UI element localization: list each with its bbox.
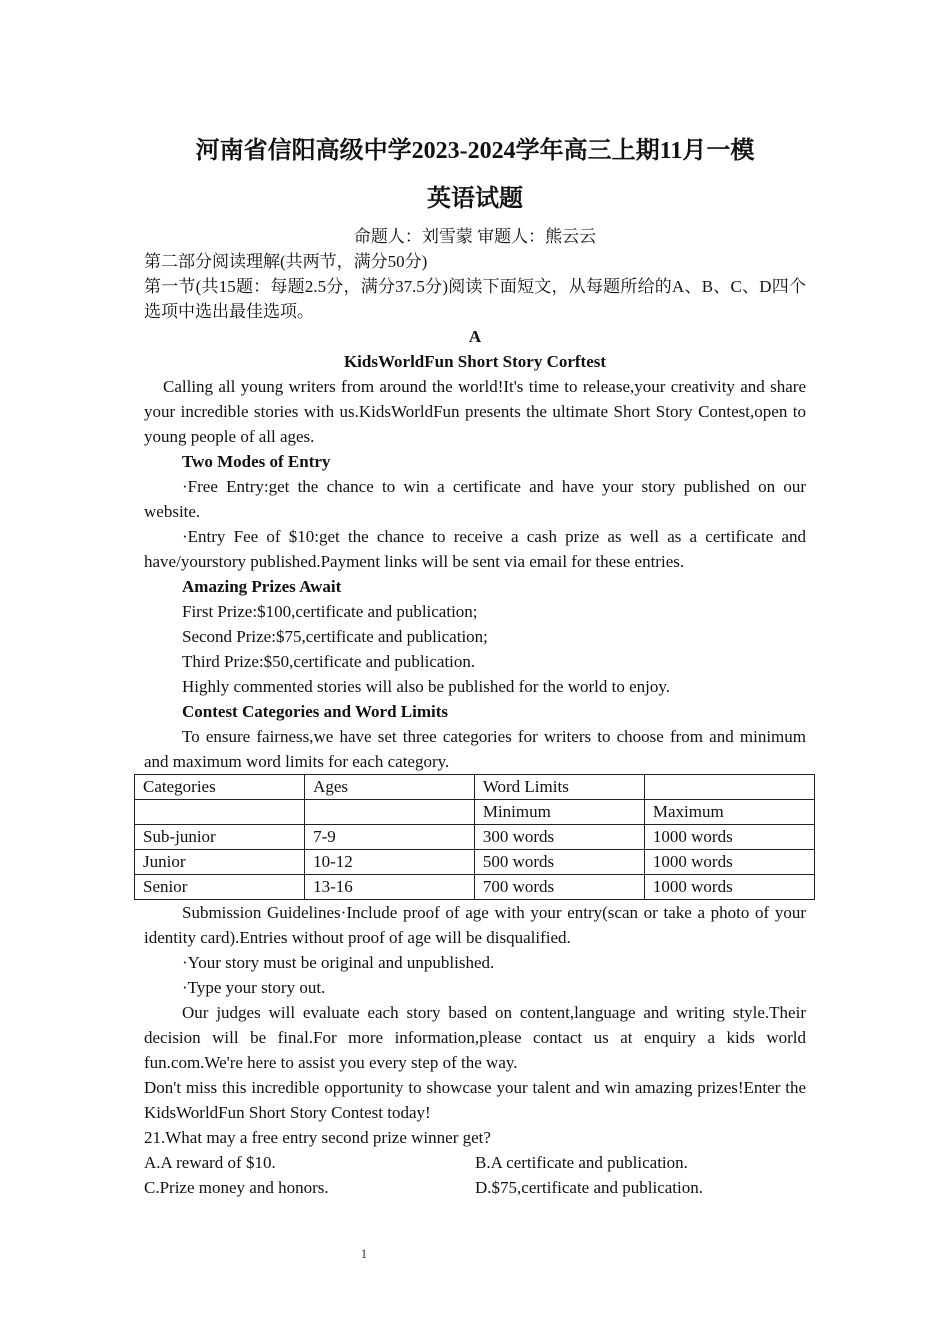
prize-second: Second Prize:$75,certificate and publication; bbox=[182, 627, 488, 646]
categories-heading: Contest Categories and Word Limits bbox=[182, 702, 449, 721]
table-cell: 10-12 bbox=[305, 850, 475, 875]
table-header-row bbox=[135, 775, 815, 800]
table-cell bbox=[644, 775, 814, 800]
table-cell: 300 words bbox=[474, 825, 644, 850]
exam-subtitle: 英语试题 bbox=[427, 186, 523, 212]
prize-commended: Highly commented stories will also be published for the world to enjoy. bbox=[182, 677, 671, 696]
table-row bbox=[135, 825, 815, 850]
question-21: 21.What may a free entry second prize winner get? bbox=[144, 1128, 491, 1147]
table-cell: 1000 words bbox=[644, 825, 814, 850]
guideline-type: ·Type your story out. bbox=[182, 978, 326, 997]
table-cell: Ages bbox=[305, 775, 475, 800]
option-c: C.Prize money and honors. bbox=[144, 1178, 329, 1197]
table-row bbox=[135, 875, 815, 900]
guideline-original: ·Your story must be original and unpublished. bbox=[182, 953, 495, 972]
prize-first: First Prize:$100,certificate and publication; bbox=[182, 602, 478, 621]
prize-third: Third Prize:$50,certificate and publication. bbox=[182, 652, 476, 671]
table-cell bbox=[305, 800, 475, 825]
categories-intro: To ensure fairness,we have set three categories for writers to choose from and minimum and maximum word limits for each category. bbox=[144, 727, 806, 771]
options-row-1 bbox=[144, 1150, 806, 1175]
passage-letter: A bbox=[468, 327, 482, 346]
table-cell: Senior bbox=[135, 875, 305, 900]
table-cell: 700 words bbox=[474, 875, 644, 900]
options-row-2 bbox=[144, 1175, 806, 1200]
table-row bbox=[135, 850, 815, 875]
table-cell: Maximum bbox=[644, 800, 814, 825]
entry-heading: Two Modes of Entry bbox=[182, 452, 331, 471]
table-cell: 1000 words bbox=[644, 875, 814, 900]
passage-title: KidsWorldFun Short Story Corftest bbox=[343, 352, 607, 371]
part-heading: 第二部分阅读理解(共两节，满分50分) bbox=[144, 252, 428, 271]
option-a: A.A reward of $10. bbox=[144, 1153, 276, 1172]
page-content bbox=[144, 132, 806, 1200]
entry-fee: ·Entry Fee of $10:get the chance to receive a cash prize as well as a certificate and have/yourstory published.Payment links will be sent via email for these entries. bbox=[144, 527, 806, 571]
table-cell: 1000 words bbox=[644, 850, 814, 875]
authors-line: 命题人：刘雪蒙 审题人：熊云云 bbox=[353, 227, 597, 246]
intro-paragraph: Calling all young writers from around the world!It's time to release,your creativity and share your incredible stories with us.KidsWorldFun presents the ultimate Short Story Contest,open to young people of all ages. bbox=[144, 377, 806, 446]
table-cell: Categories bbox=[135, 775, 305, 800]
table-cell: 7-9 bbox=[305, 825, 475, 850]
table-cell: Sub-junior bbox=[135, 825, 305, 850]
table-subheader-row bbox=[135, 800, 815, 825]
table-cell: Minimum bbox=[474, 800, 644, 825]
table-cell bbox=[135, 800, 305, 825]
closing-paragraph: Don't miss this incredible opportunity to showcase your talent and win amazing prizes!Enter the KidsWorldFun Short Story Contest today! bbox=[144, 1078, 806, 1122]
table-cell: Junior bbox=[135, 850, 305, 875]
judges-paragraph: Our judges will evaluate each story based on content,language and writing style.Their decision will be final.For more information,please contact us at enquiry a kids world fun.com.We're here to assist you every step of the way. bbox=[144, 1003, 806, 1072]
prizes-heading: Amazing Prizes Await bbox=[182, 577, 342, 596]
table-cell: Word Limits bbox=[474, 775, 644, 800]
entry-free: ·Free Entry:get the chance to win a certificate and have your story published on our website. bbox=[144, 477, 806, 521]
exam-title: 河南省信阳高级中学2023-2024学年高三上期11月一模 bbox=[195, 138, 755, 164]
page-number: 1 bbox=[360, 1246, 368, 1261]
table-cell: 500 words bbox=[474, 850, 644, 875]
guidelines-paragraph: Submission Guidelines·Include proof of age with your entry(scan or take a photo of your identity card).Entries without proof of age will be disqualified. bbox=[144, 903, 806, 947]
section-instructions: 第一节(共15题：每题2.5分，满分37.5分)阅读下面短文，从每题所给的A、B、C、D四个选项中选出最佳选项。 bbox=[144, 277, 806, 321]
option-d: D.$75,certificate and publication. bbox=[475, 1178, 703, 1197]
option-b: B.A certificate and publication. bbox=[475, 1153, 688, 1172]
categories-table bbox=[134, 774, 815, 900]
table-cell: 13-16 bbox=[305, 875, 475, 900]
